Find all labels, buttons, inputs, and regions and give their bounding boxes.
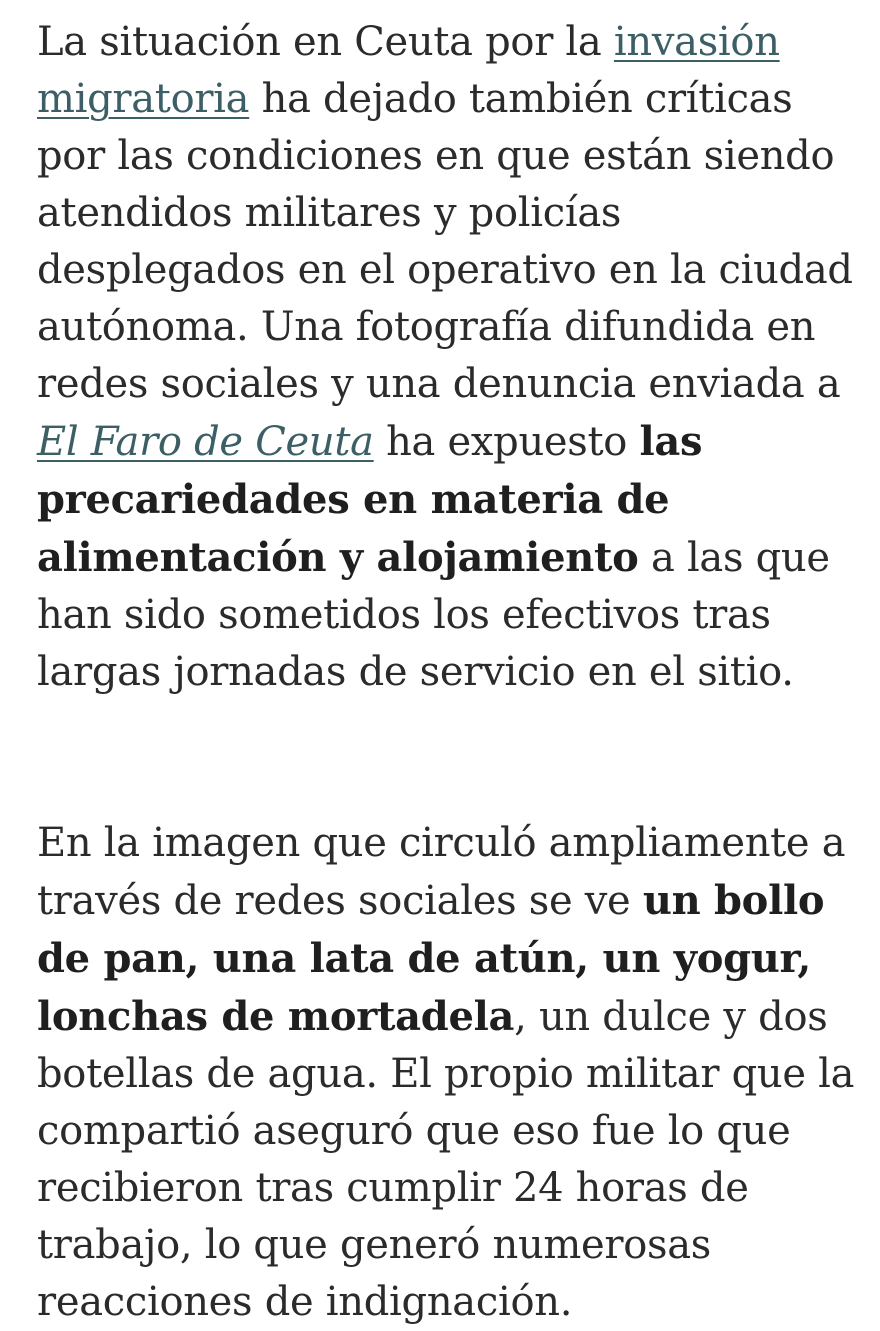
p2-text-2: , un dulce y dos botellas de agua. El propio militar que la compartió aseguró que eso fue lo que recibieron tras cumplir 24 horas de trabajo, lo que generó numerosas reacciones de indignación. <box>37 994 855 1325</box>
p2-bold-text: un bollo de pan, una lata de atún, un yogur, lonchas de mortadela <box>37 877 825 1040</box>
paragraph-2 <box>37 815 857 1331</box>
p2-text-1: En la imagen que circuló ampliamente a través de redes sociales se ve <box>37 820 846 924</box>
article-body <box>37 14 857 1331</box>
p1-text-2: ha dejado también críticas por las condiciones en que están siendo atendidos militares y policías desplegados en el operativo en la ciudad autónoma. Una fotografía difundida en redes sociales y una denuncia enviada a <box>37 76 853 407</box>
p1-bold-text: las precariedades en materia de alimentación y alojamiento <box>37 418 703 581</box>
p1-text-1: La situación en Ceuta por la <box>37 19 614 65</box>
el-faro-de-ceuta-link[interactable]: El Faro de Ceuta <box>37 419 374 465</box>
p1-text-3: ha expuesto <box>373 419 640 465</box>
p1-text-4: a las que han sido sometidos los efectivos tras largas jornadas de servicio en el sitio. <box>37 535 830 695</box>
invasion-migratoria-link[interactable]: invasión migratoria <box>37 19 780 122</box>
paragraph-1 <box>37 14 857 701</box>
